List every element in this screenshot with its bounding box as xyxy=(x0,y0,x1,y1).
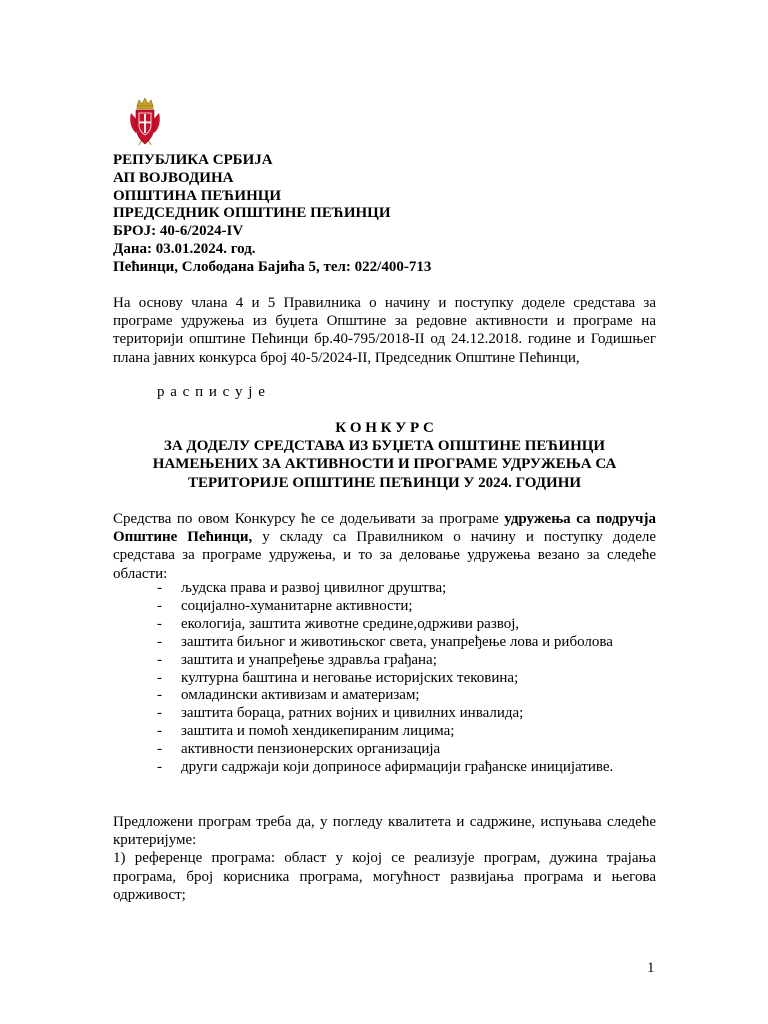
announces-line: р а с п и с у ј е xyxy=(157,384,266,400)
list-item-text: заштита биљног и животињског света, унапређење лова и риболова xyxy=(181,633,613,650)
areas-list xyxy=(157,580,657,777)
list-marker: - xyxy=(157,597,162,614)
title-line-4: ТЕРИТОРИЈЕ ОПШТИНЕ ПЕЋИНЦИ У 2024. ГОДИНИ xyxy=(187,474,582,491)
list-item-text: екологија, заштита животне средине,одрживи развој, xyxy=(181,615,520,632)
title-line-1: К О Н К У Р С xyxy=(335,420,434,436)
list-item-text: социјално-хуманитарне активности; xyxy=(181,597,413,614)
list-item xyxy=(157,759,657,777)
list-marker: - xyxy=(157,633,162,650)
list-marker: - xyxy=(157,580,162,596)
list-item xyxy=(157,598,657,616)
competition-title xyxy=(113,419,656,492)
header-line-municipality: ОПШТИНА ПЕЋИНЦИ xyxy=(113,187,282,204)
list-item xyxy=(157,687,657,705)
funding-text-end: у складу са Правилником о начину и поступку доделе средстава за програме удружења, и то за деловање удружења везано за следеће области: xyxy=(113,529,656,582)
list-item xyxy=(157,580,657,598)
list-item xyxy=(157,741,657,759)
list-item xyxy=(157,616,657,634)
list-item-text: заштита и унапређење здравља грађана; xyxy=(181,651,437,668)
list-item xyxy=(157,670,657,688)
header-line-president: ПРЕДСЕДНИК ОПШТИНЕ ПЕЋИНЦИ xyxy=(113,205,391,222)
page-number: 1 xyxy=(647,960,655,976)
criteria-intro: Предложени програм треба да, у погледу квалитета и садржине, испуњава следеће критеријуме: xyxy=(113,814,656,849)
document-header xyxy=(113,152,673,277)
funding-text-bold: удружења са подручја Општине Пећинци, xyxy=(113,511,656,546)
list-marker: - xyxy=(157,705,162,722)
title-line-3: НАМЕЊЕНИХ ЗА АКТИВНОСТИ И ПРОГРАМЕ УДРУЖЕЊА СА xyxy=(152,456,617,473)
list-marker: - xyxy=(157,741,162,758)
list-item-text: омладински активизам и аматеризам; xyxy=(181,687,420,704)
list-item xyxy=(157,705,657,723)
list-marker: - xyxy=(157,687,162,704)
list-item-text: активности пензионерских организација xyxy=(181,741,441,758)
funding-paragraph xyxy=(113,510,656,583)
list-item xyxy=(157,652,657,670)
list-item xyxy=(157,634,657,652)
criteria-item-1: 1) референце програма: област у којој се реализује програм, дужина трајања програма, број корисника програма, могућност развијања програма и његова одрживост; xyxy=(113,850,656,903)
list-item-text: заштита бораца, ратних војних и цивилних инвалида; xyxy=(181,705,524,722)
list-marker: - xyxy=(157,723,162,740)
list-item-text: људска права и развој цивилног друштва; xyxy=(181,580,447,596)
criteria-section xyxy=(113,813,656,904)
list-marker: - xyxy=(157,615,162,632)
intro-paragraph: На основу члана 4 и 5 Правилника о начину и поступку доделе средстава за програме удружења из буџета Општине за редовне активности и програме на територији општине Пећинци бр.40-795/2018-II од 24.12.2018. године и Годишњег плана јавних конкурса број 40-5/2024-II, Председник Општине Пећинци, xyxy=(113,295,656,366)
title-line-2: ЗА ДОДЕЛУ СРЕДСТАВА ИЗ БУЏЕТА ОПШТИНЕ ПЕЋИНЦИ xyxy=(163,438,606,455)
list-item-text: заштита и помоћ хендикепираним лицима; xyxy=(181,723,455,740)
funding-text-start: Средства по овом Конкурсу ће се додељивати за програме xyxy=(113,511,505,527)
header-line-date: Дана: 03.01.2024. год. xyxy=(113,240,256,257)
list-marker: - xyxy=(157,669,162,686)
list-item-text: културна баштина и неговање историјских тековина; xyxy=(181,669,519,686)
list-marker: - xyxy=(157,759,162,776)
list-item xyxy=(157,723,657,741)
list-item-text: други садржаји који доприносе афирмацији грађанске иницијативе. xyxy=(181,759,614,776)
header-line-province: АП ВОЈВОДИНА xyxy=(113,169,234,186)
header-line-address: Пећинци, Слободана Бајића 5, тел: 022/400-713 xyxy=(113,258,432,275)
header-line-republic: РЕПУБЛИКА СРБИЈА xyxy=(113,152,273,168)
serbia-coat-of-arms-icon xyxy=(128,97,162,147)
list-marker: - xyxy=(157,651,162,668)
header-line-number: БРОЈ: 40-6/2024-IV xyxy=(113,223,244,240)
